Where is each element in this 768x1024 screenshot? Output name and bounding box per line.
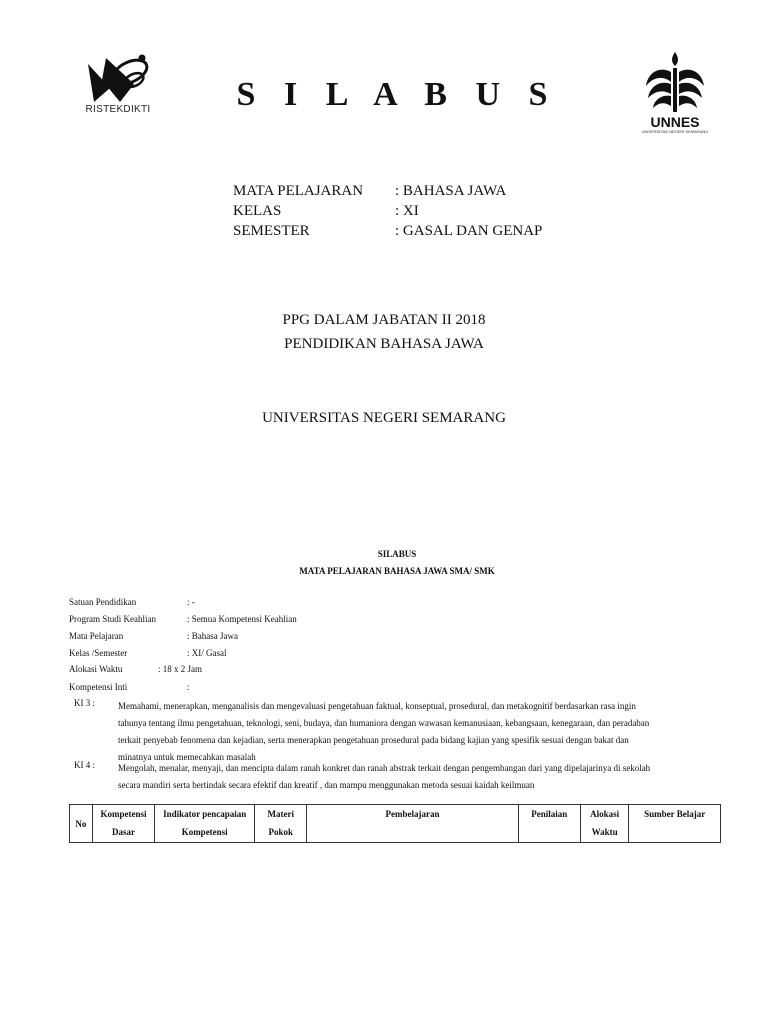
identity-label: Mata Pelajaran [69, 631, 124, 641]
table-header-cell: Pembelajaran [307, 805, 518, 843]
ki4-line: secara mandiri serta bertindak secara efektif dan kreatif , dan mampu menggunakan metoda sesuai kaidah keilmuan [118, 780, 535, 790]
identity-label: Alokasi Waktu [69, 664, 123, 674]
identity-label: Satuan Pendidikan [69, 597, 137, 607]
table-header-cell: Sumber Belajar [629, 805, 721, 843]
silabus-subtitle: MATA PELAJARAN BAHASA JAWA SMA/ SMK [299, 566, 495, 576]
university-name: UNIVERSITAS NEGERI SEMARANG [262, 410, 506, 426]
ki3-line: minatnya untuk memecahkan masalah [118, 752, 256, 762]
cover-info-value: : GASAL DAN GENAP [395, 223, 543, 239]
identity-label: Program Studi Keahlian [69, 614, 156, 624]
program-line-1: PPG DALAM JABATAN II 2018 [282, 312, 486, 328]
cover-info-value: : XI [395, 203, 419, 219]
table-header-cell: Materi Pokok [255, 805, 307, 843]
identity-value: : 18 x 2 Jam [158, 664, 202, 674]
ristekdikti-logo-text: RISTEKDIKTI [85, 104, 151, 115]
ki3-line: Memahami, menerapkan, menganalisis dan mengevaluasi pengetahuan faktual, konseptual, prosedural, dan metakognitif berdasarkan rasa ingin [118, 701, 636, 711]
identity-label: Kompetensi Inti [69, 682, 128, 692]
table-header-cell: Kompetensi Dasar [92, 805, 155, 843]
cover-info-label: SEMESTER [233, 223, 310, 239]
cover-info-label: MATA PELAJARAN [233, 183, 364, 199]
identity-label: Kelas /Semester [69, 648, 128, 658]
ki4-line: Mengolah, menalar, menyaji, dan mencipta dalam ranah konkret dan ranah abstrak terkait dengan pengembangan dari yang dipelajarinya di sekolah [118, 763, 651, 773]
cover-info-row [0, 202, 768, 222]
table-header-cell: Penilaian [518, 805, 580, 843]
program-line-2: PENDIDIKAN BAHASA JAWA [284, 336, 484, 352]
table-header-row [70, 805, 721, 843]
identity-value: : - [187, 597, 195, 607]
silabus-table [69, 804, 721, 843]
ki4-label: KI 4 : [74, 760, 95, 770]
page-title: S I L A B U S [236, 76, 558, 113]
unnes-logo-text: UNNES [650, 114, 700, 130]
identity-row [0, 664, 768, 684]
silabus-title: SILABUS [377, 549, 417, 559]
table-header-cell: Alokasi Waktu [580, 805, 629, 843]
cover-info-value: : BAHASA JAWA [395, 183, 507, 199]
cover-info-row [0, 222, 768, 242]
cover-info-label: KELAS [233, 203, 282, 219]
ki3-label: KI 3 : [74, 698, 95, 708]
table-header-cell: No [70, 805, 93, 843]
identity-value: : XI/ Gasal [187, 648, 227, 658]
ki3-line: terkait penyebab fenomena dan kejadian, serta menerapkan pengetahuan prosedural pada bidang kajian yang spesifik sesuai dengan bakat dan [118, 735, 629, 745]
identity-value: : [187, 682, 190, 692]
ki3-line: tahunya tentang ilmu pengetahuan, teknologi, seni, budaya, dan humaniora dengan wawasan kemanusiaan, kebangsaan, kenegaraan, dan peradaban [118, 718, 650, 728]
identity-value: : Semua Kompetensi Keahlian [187, 614, 297, 624]
unnes-logo-subtext: UNIVERSITAS NEGERI SEMARANG [641, 129, 709, 134]
cover-info-row [0, 182, 768, 202]
identity-value: : Bahasa Jawa [187, 631, 238, 641]
table-header-cell: Indikator pencapaian Kompetensi [155, 805, 255, 843]
